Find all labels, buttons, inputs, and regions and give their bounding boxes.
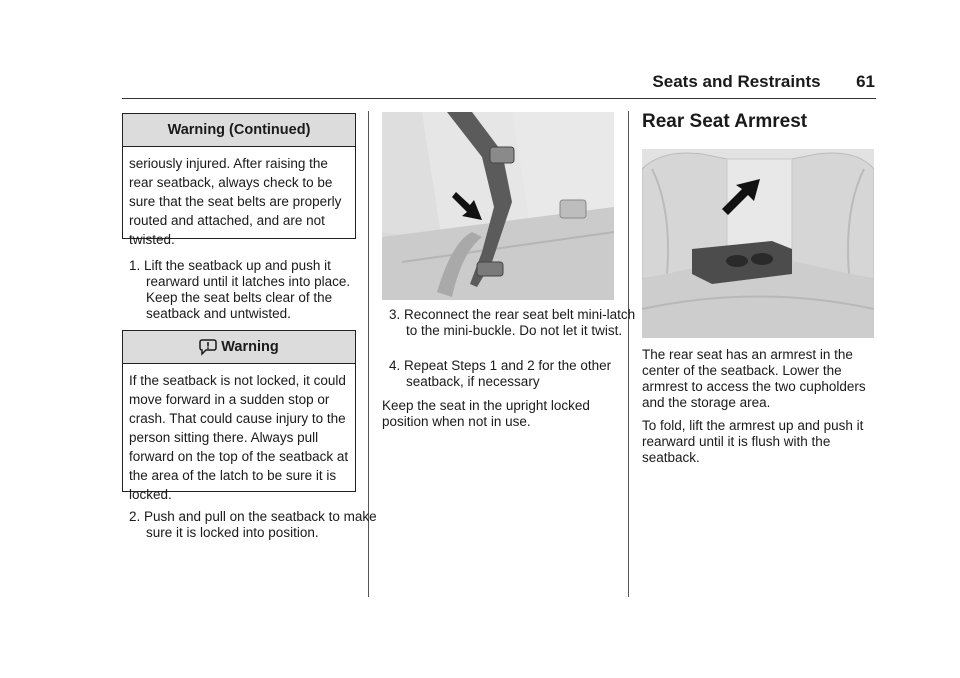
step-3: 3. Reconnect the rear seat belt mini-latch to the mini-buckle. Do not let it twist. xyxy=(389,307,636,338)
header-page-number: 61 xyxy=(856,72,875,91)
warning-body: If the seatback is not locked, it could move forward in a sudden stop or crash. That could cause injury to the person sitting there. Always pull forward on the top of the seatback at the area of the latch to be sure it is locked. xyxy=(129,373,349,502)
step-4: 4. Repeat Steps 1 and 2 for the other seatback, if necessary xyxy=(389,358,612,389)
armrest-paragraph-1: The rear seat has an armrest in the center of the seatback. Lower the armrest to access the two cupholders and the storage area. xyxy=(642,347,866,410)
warning-title-text: Warning xyxy=(221,339,279,355)
step-1: 1. Lift the seatback up and push it rearward until it latches into place. Keep the seat belts clear of the seatback and untwisted. xyxy=(129,258,351,321)
header-section-title: Seats and Restraints xyxy=(652,72,821,91)
section-title-rear-seat-armrest: Rear Seat Armrest xyxy=(642,111,808,132)
warning-box xyxy=(122,330,356,502)
upright-note: Keep the seat in the upright locked position when not in use. xyxy=(382,398,590,429)
armrest-paragraph-2: To fold, lift the armrest up and push it rearward until it is flush with the seatback. xyxy=(642,418,864,465)
warning-title xyxy=(123,331,355,364)
header-rule xyxy=(122,98,876,99)
rear-seat-armrest-illustration xyxy=(642,149,874,338)
column-divider-2 xyxy=(628,111,629,597)
page-header xyxy=(652,72,875,92)
seat-belt-latch-illustration xyxy=(382,112,614,300)
step-2: 2. Push and pull on the seatback to make sure it is locked into position. xyxy=(129,509,377,540)
warning-continued-body: seriously injured. After raising the rear seatback, always check to be sure that the seat belts are properly routed and attached, and are not twisted. xyxy=(129,156,342,247)
warning-continued-title: Warning (Continued) xyxy=(123,114,355,147)
warning-bubble-icon xyxy=(199,338,217,356)
warning-continued-box xyxy=(122,113,356,247)
